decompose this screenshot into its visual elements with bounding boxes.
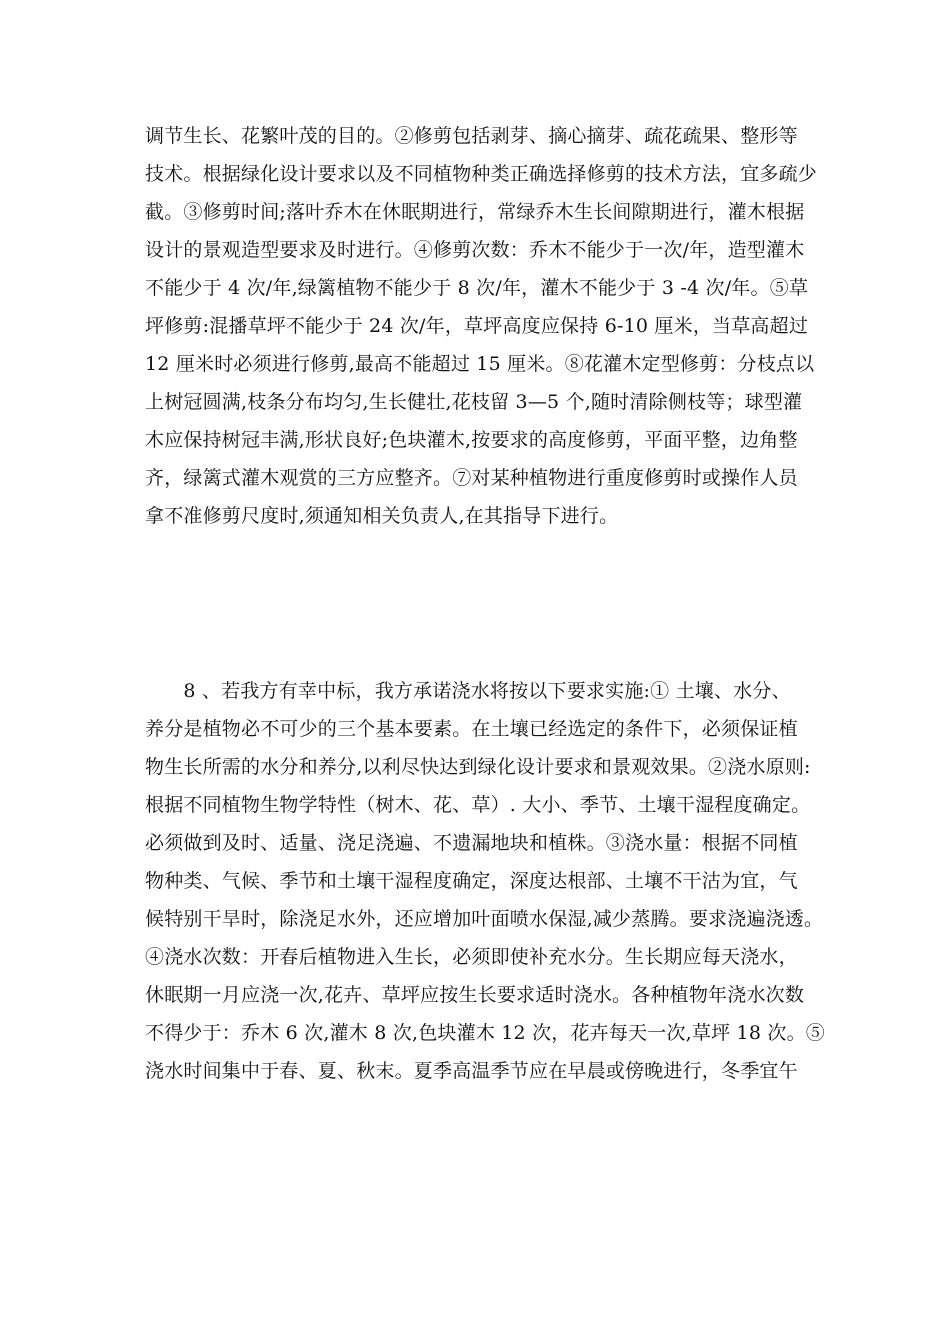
text-line: 物生长所需的水分和养分,以利尽快达到绿化设计要求和景观效果。②浇水原则:: [145, 756, 811, 778]
text-line: 上树冠圆满,枝条分布均匀,生长健壮,花枝留 3—5 个,随时清除侧枝等；球型灌: [145, 391, 803, 413]
text-line: 调节生长、花繁叶茂的目的。②修剪包括剥芽、摘心摘芽、疏花疏果、整形等: [145, 125, 798, 147]
text-line: 养分是植物必不可少的三个基本要素。在土壤已经选定的条件下，必须保证植: [145, 718, 798, 740]
text-line: 候特别干旱时，除浇足水外，还应增加叶面喷水保湿,减少蒸腾。要求浇遍浇透。: [145, 908, 824, 930]
text-line: 浇水时间集中于春、夏、秋末。夏季高温季节应在早晨或傍晚进行，冬季宜午: [145, 1060, 798, 1082]
text-line: 设计的景观造型要求及时进行。④修剪次数：乔木不能少于一次/年，造型灌木: [145, 239, 805, 261]
paragraph-pruning: [145, 117, 825, 535]
text-line: ④浇水次数：开春后植物进入生长，必须即使补充水分。生长期应每天浇水，: [145, 946, 798, 968]
text-line: 不得少于：乔木 6 次,灌木 8 次,色块灌木 12 次，花卉每天一次,草坪 18 次。⑤: [145, 1022, 825, 1044]
text-line: 木应保持树冠丰满,形状良好;色块灌木,按要求的高度修剪，平面平整，边角整: [145, 429, 798, 451]
text-line: 技术。根据绿化设计要求以及不同植物种类正确选择修剪的技术方法，宜多疏少: [145, 163, 818, 185]
text-line: 必须做到及时、适量、浇足浇遍、不遗漏地块和植株。③浇水量：根据不同植: [145, 832, 798, 854]
text-line: 12 厘米时必须进行修剪,最高不能超过 15 厘米。⑧花灌木定型修剪：分枝点以: [145, 353, 815, 375]
text-line: 休眠期一月应浇一次,花卉、草坪应按生长要求适时浇水。各种植物年浇水次数: [145, 984, 805, 1006]
text-line: 8 、若我方有幸中标，我方承诺浇水将按以下要求实施:① 土壤、水分、: [145, 680, 791, 702]
text-line: 截。③修剪时间;落叶乔木在休眠期进行，常绿乔木生长间隙期进行，灌木根据: [145, 201, 805, 223]
text-line: 拿不准修剪尺度时,须通知相关负责人,在其指导下进行。: [145, 505, 619, 527]
paragraph-watering: [145, 672, 825, 1090]
text-line: 坪修剪:混播草坪不能少于 24 次/年，草坪高度应保持 6-10 厘米，当草高超过: [145, 315, 809, 337]
text-line: 物种类、气候、季节和土壤干湿程度确定，深度达根部、土壤不干沽为宜，气: [145, 870, 798, 892]
text-line: 齐，绿篱式灌木观赏的三方应整齐。⑦对某种植物进行重度修剪时或操作人员: [145, 467, 798, 489]
text-line: 不能少于 4 次/年,绿篱植物不能少于 8 次/年，灌木不能少于 3 -4 次/年。⑤草: [145, 277, 809, 299]
text-line: 根据不同植物生物学特性（树木、花、草）. 大小、季节、土壤干湿程度确定。: [145, 794, 811, 816]
